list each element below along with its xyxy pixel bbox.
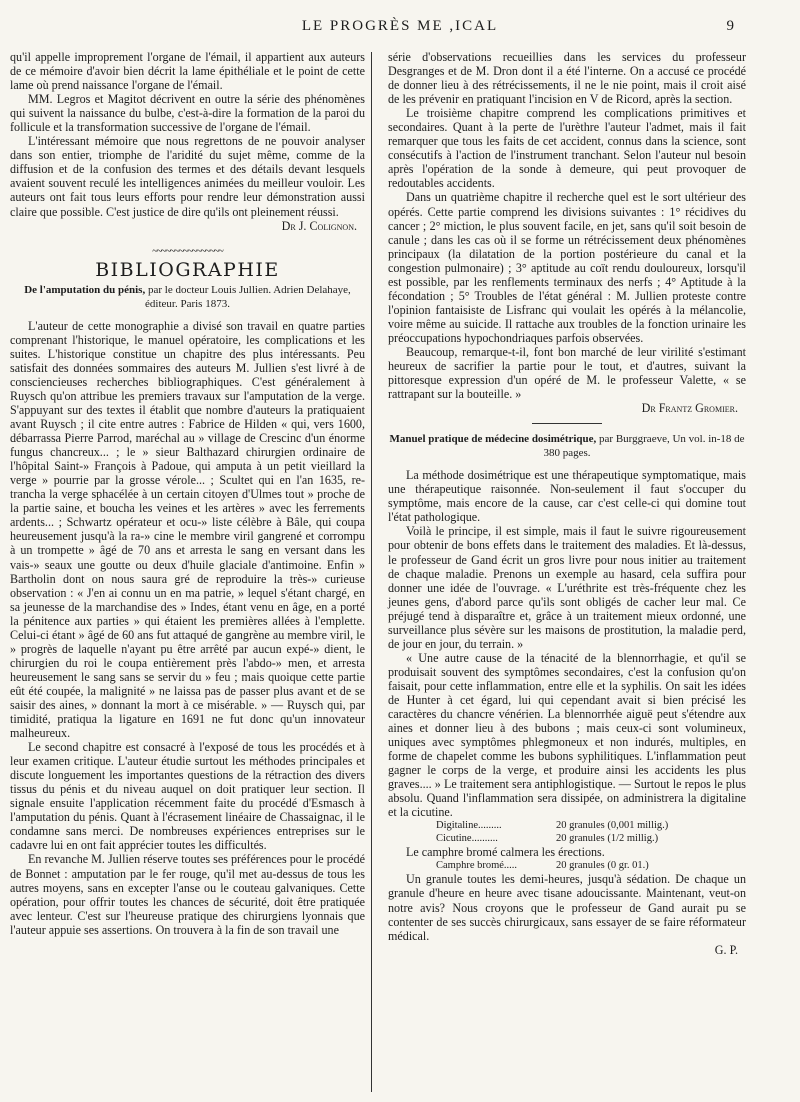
paragraph: Le troisième chapitre comprend les complications primitives et secondaires. Quant à la perte de l'urèthre l'auteur l'admet, mais il fait remarquer que tous les faits de cet accident, connus dans la science, sont consécutifs à l'action de l'instrument tranchant. Selon l'auteur nul besoin après l'opération de la sonde à demeure, qui peut provoquer de redoutables accidents. xyxy=(388,106,746,191)
paragraph: En revanche M. Jullien réserve toutes ses préférences pour le procédé de Bonnet : amputation par le fer rouge, qu'il met au-dessus de tous les autres moyens, sans en excepter l'anse ou le couteau galvaniques. Cette opération, pour offrir toutes les chances de sécurité, doit être pratiquée avec lenteur. C'est sur l'heureuse pratique des chirurgiens lyonnais que l'auteur appuie ses assertions. On trouvera à la fin de son travail une xyxy=(10,852,365,937)
paragraph: « Une autre cause de la ténacité de la blennorrhagie, et qu'il se produisait souvent des symptômes secondaires, c'est la confusion qu'on faisait, pour cette inflammation, entre elle et la syphilis. On sait les idées de Hunter à cet égard, lui qui cependant avait si bien précisé les caractères du chancre vénérien. La blennorrhée aiguë peut s'étendre aux aines et donner lieu à des bubons ; mais ceux-ci sont volumineux, uniques avec symptômes phlegmoneux et non indurés, multiples, en forme de chapelet comme les bubons syphilitiques. L'inflammation peut gagner le corps de la verge, et produire ainsi les accidents les plus graves.... » Le traitement sera antiphlogistique. — Surtout le repos le plus absolu. Quand l'inflammation sera dissipée, on administrera la digitaline et la cicutine. xyxy=(388,650,746,820)
column-rule xyxy=(371,52,372,1092)
book-details: par le docteur Louis Jullien. Adrien Delahaye, éditeur. Paris 1873. xyxy=(145,283,351,310)
paragraph: Le second chapitre est consacré à l'exposé de tous les procédés et à leur examen critique. L'auteur étudie surtout les méthodes principales et discute longuement les importantes questions de la rétraction des divers tissus du pénis et du niveau auquel on doit pratiquer leur section. Il signale ensuite l'application récemment faite du procédé d'Esmasch à l'amputation du pénis. Quant à l'écrasement linéaire de Chassaignac, il le condamne sans merci. De nombreuses expériences entreprises sur le cadavre lui en ont fait apprécier toutes les difficultés. xyxy=(10,740,365,853)
paragraph: Le camphre bromé calmera les érections. xyxy=(406,845,605,860)
dose-line xyxy=(388,819,746,832)
divider xyxy=(532,423,602,424)
running-head: LE PROGRÈS ME ,ICAL xyxy=(301,18,499,34)
drug-name: Digitaline......... xyxy=(436,820,502,832)
left-column xyxy=(10,50,365,937)
paragraph: série d'observations recueillies dans les services du professeur Desgranges et de M. Dron dont il a été l'interne. On a accusé ce procédé de donner lieu à des rétrécissements, il ne le nie point, mais il croit aisé de les prévenir en pratiquant l'incision en V de Ricord, après la section. xyxy=(388,50,746,107)
paragraph: Voilà le principe, il est simple, mais il faut le suivre rigoureusement pour obtenir de bons effets dans le traitement des maladies. Et là-dessus, le professeur de Gand écrit un gros livre pour nous initier au traitement de chaque maladie. Prenons un exemple au hasard, cela suffira pour donner une idée de l'ouvrage. « L'uréthrite est très-fréquente chez les jeunes gens, d'abord parce qu'ils sont obligés de cacher leur mal. Ce préjugé tend à disparaître et, grâce à un traitement mieux ordonné, une surveillance plus sévère sur les maisons de prostitution, la maladie perd, de jour en jour, du terrain. » xyxy=(388,524,746,651)
page-header xyxy=(0,18,800,38)
book-details: par Burggraeve, Un vol. in-18 de 380 pages. xyxy=(543,433,745,460)
book-title: De l'amputation du pénis, xyxy=(24,283,146,296)
ornament: ~~~~~~~~~~~~~~~~ xyxy=(152,245,223,257)
paragraph: qu'il appelle improprement l'organe de l'émail, il appartient aux auteurs de ce mémoire d'avoir bien décrit la lame épithéliale et le point de cette lame où prend naissance l'organe de l'émail. xyxy=(10,50,365,93)
dose-line xyxy=(388,832,746,845)
signature: G. P. xyxy=(714,942,738,957)
paragraph: La méthode dosimétrique est une thérapeutique symptomatique, mais une thérapeutique raisonnée. Non-seulement il faut s'occuper du symptôme, mais encore de la cause, car c'est celle-ci qui domine tout l'état pathologique. xyxy=(388,468,746,525)
signature: Dr Frantz Gromier. xyxy=(641,401,738,416)
dose-line xyxy=(388,859,746,872)
drug-name: Cicutine.......... xyxy=(436,833,498,845)
paragraph: MM. Legros et Magitot décrivent en outre la série des phénomènes qui suivent la naissance du bulbe, c'est-à-dire la formation de la paroi du follicule et la transformation successive de l'organe de l'émail. xyxy=(10,92,365,135)
right-column xyxy=(388,50,746,957)
paragraph: L'intéressant mémoire que nous regrettons de ne pouvoir analyser dans son entier, triomphe de l'aridité du sujet même, comme de la diffusion et de la confusion des termes et des détails devant lesquels avaient souvent reculé les intelligences animées du meilleur vouloir. Les auteurs ont fait tous leurs efforts pour rendre leur démonstration aussi claire que possible. C'est justice de dire qu'ils ont pleinement réussi. xyxy=(10,134,365,219)
paragraph: Un granule toutes les demi-heures, jusqu'à sédation. De chaque un granule d'heure en heure avec tisane adoucissante. Maintenant, veut-on notre avis? Nous croyons que le professeur de Gand aurait pu se contenter de ses succès chirurgicaux, sans essayer de se faire réformateur médical. xyxy=(388,872,746,943)
drug-name: Camphre bromé..... xyxy=(436,860,518,872)
section-title: BIBLIOGRAPHIE xyxy=(95,258,280,281)
paragraph: Beaucoup, remarque-t-il, font bon marché de leur virilité s'estimant heureux de sacrifier la partie pour le tout, et d'autres, suivant la pittoresque expression d'un opéré de M. le professeur Valette, « se rattrapant sur la bouteille. » xyxy=(388,344,746,402)
page-number: 9 xyxy=(726,18,734,34)
paragraph: Dans un quatrième chapitre il recherche quel est le sort ultérieur des opérés. Cette partie comprend les divisions suivantes : 1° récidives du cancer ; 2° miction, le plus souvent facile, en jet, sans qu'il soit besoin de canule ; dans les cas où il se forme un rétrécissement deux phénomènes principaux (la dilatation de la portion postérieure du canal et la congestion pulmonaire) ; 3° aptitude au coït rendu douloureux, lorsqu'il est possible, par les renflements terminaux des nerfs ; 4° Aptitude à la fécondation ; 5° Troubles de l'état général : M. Jullien proteste contre l'opinion fantaisiste de Lisfranc qui voulait les opérés à la mélancolie, voire même au suicide. Il rattache aux troubles de la fonction urinaire les préoccupations hypochondriaques parfois observées. xyxy=(388,190,746,345)
book-title: Manuel pratique de médecine dosimétrique, xyxy=(389,433,597,446)
drug-quantity: 20 granules (0 gr. 01.) xyxy=(556,860,649,872)
bibliography-heading xyxy=(388,432,746,460)
drug-quantity: 20 granules (1/2 millig.) xyxy=(556,833,659,845)
signature: Dr J. Colignon. xyxy=(281,218,357,233)
drug-quantity: 20 granules (0,001 millig.) xyxy=(556,820,669,832)
paragraph: L'auteur de cette monographie a divisé son travail en quatre parties comprenant l'historique, le manuel opératoire, les complications et les suites. L'historique constitue un chapitre des plus intéressants. Peu satisfait des données sommaires des auteurs M. Jullien s'est livré à de consciencieuses recherches bibliographiques. C'est généralement à Ruysch qu'on attribue les premiers travaux sur l'amputation de la verge. S'appuyant sur des textes il établit que nombre d'auteurs la pratiquaient avant Ruysch ; il cite entre autres : Fabrice de Hilden « qui, vers 1600, débarrassa Pierre Parrod, maréchal au » village de Crescinc d'un énorme fungus chancreux... ; le » sieur Balthazard chirurgien ordinaire de l'hôpital Saint-» François à Padoue, qui amputa à un petit vieillard la verge » pourrie par la grosse vérole... ; Scultet qui en l'an 1635, re-tranchа la verge sphacélée à un certain citoyen d'Ulmes tout » proche de la partie saine, et boucha les veines et les artères » avec les ferrements ardents... ; Schwartz opérateur et ocu-» liste célèbre à Bâle, qui coupa heureusement jusqu'à la ra-» cine le membre viril gangrené et corrompu à un trompette » âgé de 70 ans et arresta le sang en versant dans les vais-» seaux une goutte ou deux d'huile glaciale d'antimoine. Enfin » Bartholin dont on nous saura gré de reproduire la très-» curieuse observation : « J'en ai connu un en ma patrie, » lequel s'étant chargé, en sa jeunesse de la marchandise des » Indes, étant venu en âge, en a porté la pénitence aux parties » qui étaient les premières allées à l'emplette. Celui-ci étant » âgé de 60 ans fut attaqué de gangrène au membre viril, le » progrès de laquelle n'ayant pu être arrêté par aucun expé-» dient, le chirurgien du roi le coupa entièrement près l'abdo-» men, et arresta heureusement le sang sans se servir du » feu ; mais quoique cette partie eût été coupée, la malignité » ne laissa pas de passer plus avant et de se saisir des aines, » donnant la mort à ce misérable. » — Ruysch qui, par timidité, pratiqua la ligature en 1691 ne fut donc qu'un innovateur malheureux. xyxy=(10,318,365,741)
bibliography-heading xyxy=(10,283,365,311)
